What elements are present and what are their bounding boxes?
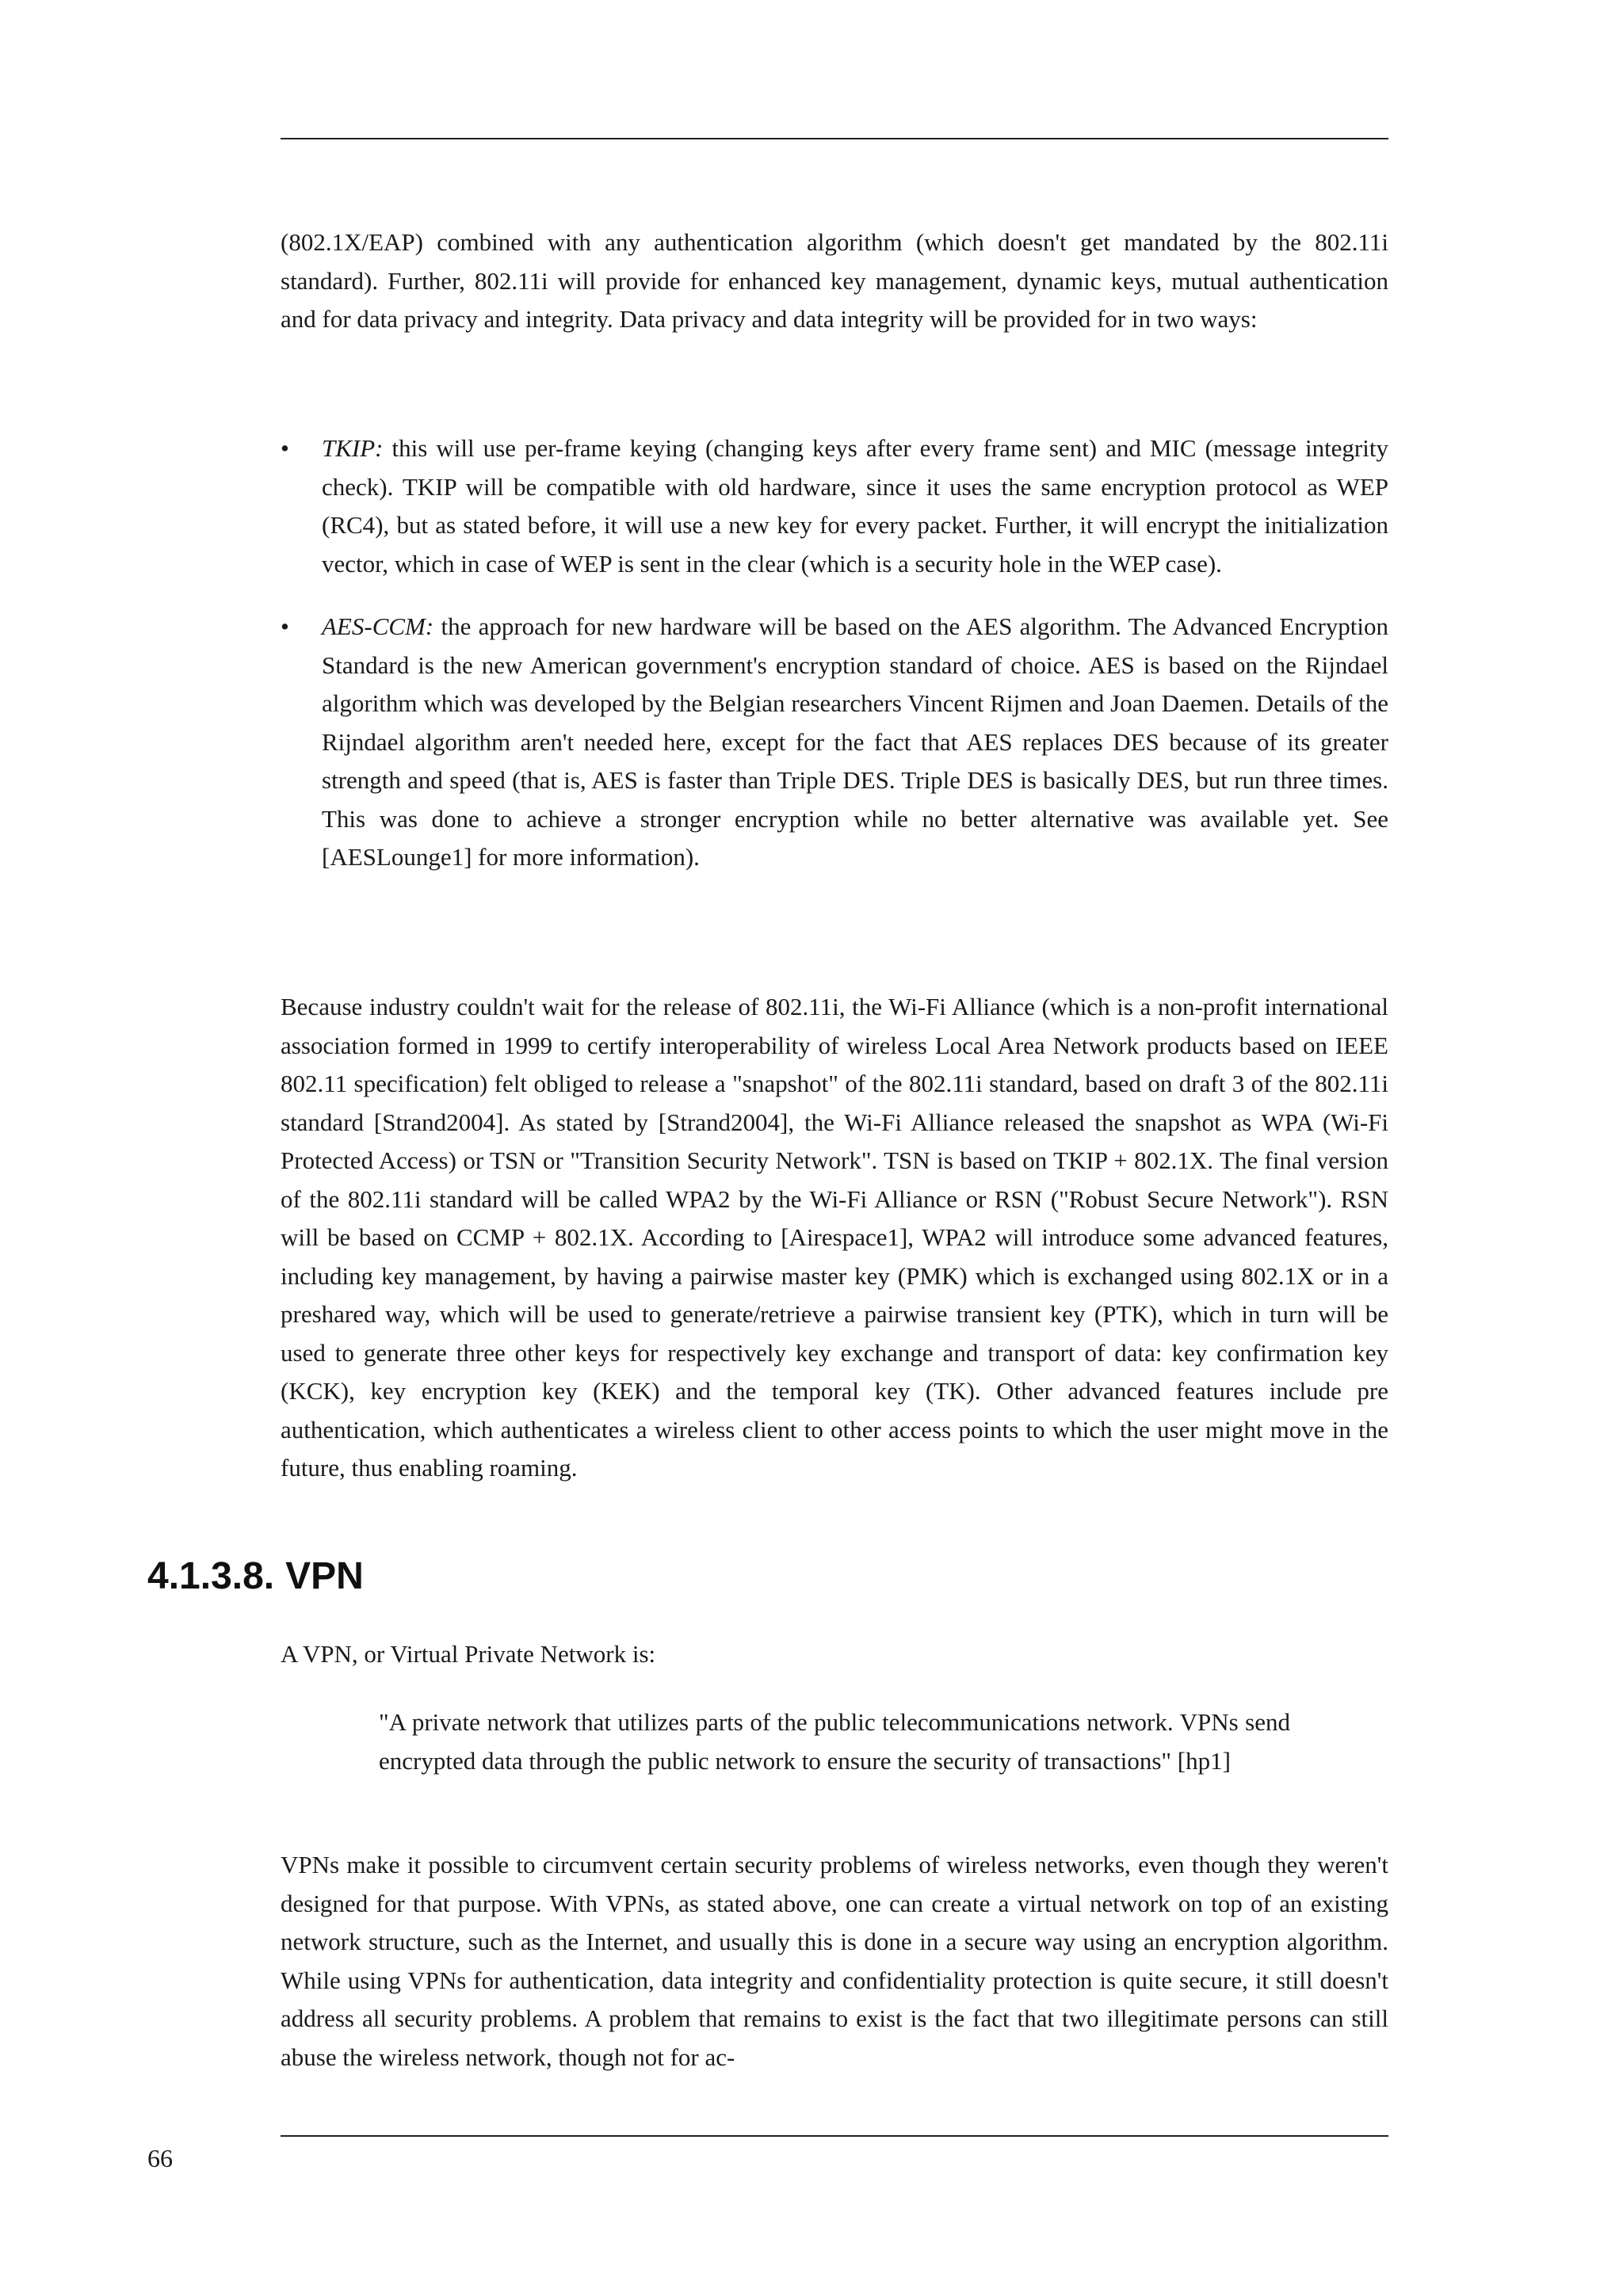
section-heading [147,1554,364,1599]
wifi-alliance-paragraph: Because industry couldn't wait for the release of 802.11i, the Wi-Fi Alliance (which is a non-profit international association formed in 1999 to certify interoperability of wireless Local Area Network products based on IEEE 802.11 specification) felt obliged to release a "snapshot" of the 802.11i standard, based on draft 3 of the 802.11i standard [Strand2004]. As stated by [Strand2004], the Wi-Fi Alliance released the snapshot as WPA (Wi-Fi Protected Access) or TSN or "Transition Security Network". TSN is based on TKIP + 802.1X. The final version of the 802.11i standard will be called WPA2 by the Wi-Fi Alliance or RSN ("Robust Secure Network"). RSN will be based on CCMP + 802.1X. According to [Airespace1], WPA2 will introduce some advanced features, including key management, by having a pairwise master key (PMK) which is exchanged using 802.1X or in a preshared way, which will be used to generate/retrieve a pairwise transient key (PTK), which in turn will be used to generate three other keys for respectively key exchange and transport of data: key confirmation key (KCK), key encryption key (KEK) and the temporal key (TK). Other advanced features include pre authentication, which authenticates a wireless client to other access points to which the user might move in the future, thus enabling roaming. [281,993,1388,1482]
list-item-term: AES-CCM: [322,612,434,640]
bullet-icon: • [281,434,289,462]
vpn-definition-quote: "A private network that utilizes parts of the public telecommunications network. VPNs send encrypted data through the public network to ensure the security of transactions" [hp1] [379,1708,1290,1775]
list-item-text: the approach for new hardware will be based on the AES algorithm. The Advanced Encryption Standard is the new American government's encryption standard of choice. AES is based on the Rijndael algorithm which was developed by the Belgian researchers Vincent Rijmen and Joan Daemen. Details of the Rijndael algorithm aren't needed here, except for the fact that AES replaces DES because of its greater strength and speed (that is, AES is faster than Triple DES. Triple DES is basically DES, but run three times. This was done to achieve a stronger encryption while no better alternative was available yet. See [AESLounge1] for more information). [322,612,1388,871]
list-item-aes-ccm [281,608,1388,877]
list-item-text: this will use per-frame keying (changing keys after every frame sent) and MIC (message integrity check). TKIP will be compatible with old hardware, since it uses the same encryption protocol as WEP (RC4), but as stated before, it will use a new key for every packet. Further, it will encrypt the initialization vector, which in case of WEP is sent in the clear (which is a security hole in the WEP case). [322,434,1388,578]
footer-rule [281,2135,1388,2137]
section-title: VPN [285,1555,364,1597]
encryption-methods-list [281,429,1388,902]
page-number: 66 [147,2144,173,2172]
list-item-term: TKIP: [322,434,384,462]
intro-paragraph: (802.1X/EAP) combined with any authentication algorithm (which doesn't get mandated by the 802.11i standard). Further, 802.11i will provide for enhanced key management, dynamic keys, mutual authentication and for data privacy and integrity. Data privacy and data integrity will be provided for in two ways: [281,228,1388,333]
vpn-intro-paragraph: A VPN, or Virtual Private Network is: [281,1640,656,1668]
vpn-paragraph: VPNs make it possible to circumvent certain security problems of wireless networks, even though they weren't designed for that purpose. With VPNs, as stated above, one can create a virtual network on top of an existing network structure, such as the Internet, and usually this is done in a secure way using an encryption algorithm. While using VPNs for authentication, data integrity and confidentiality protection is quite secure, it still doesn't address all security problems. A problem that remains to exist is the fact that two illegitimate persons can still abuse the wireless network, though not for ac- [281,1851,1388,2071]
section-number: 4.1.3.8. [147,1555,275,1597]
header-rule [281,138,1388,139]
list-item-tkip [281,429,1388,583]
bullet-icon: • [281,612,289,640]
